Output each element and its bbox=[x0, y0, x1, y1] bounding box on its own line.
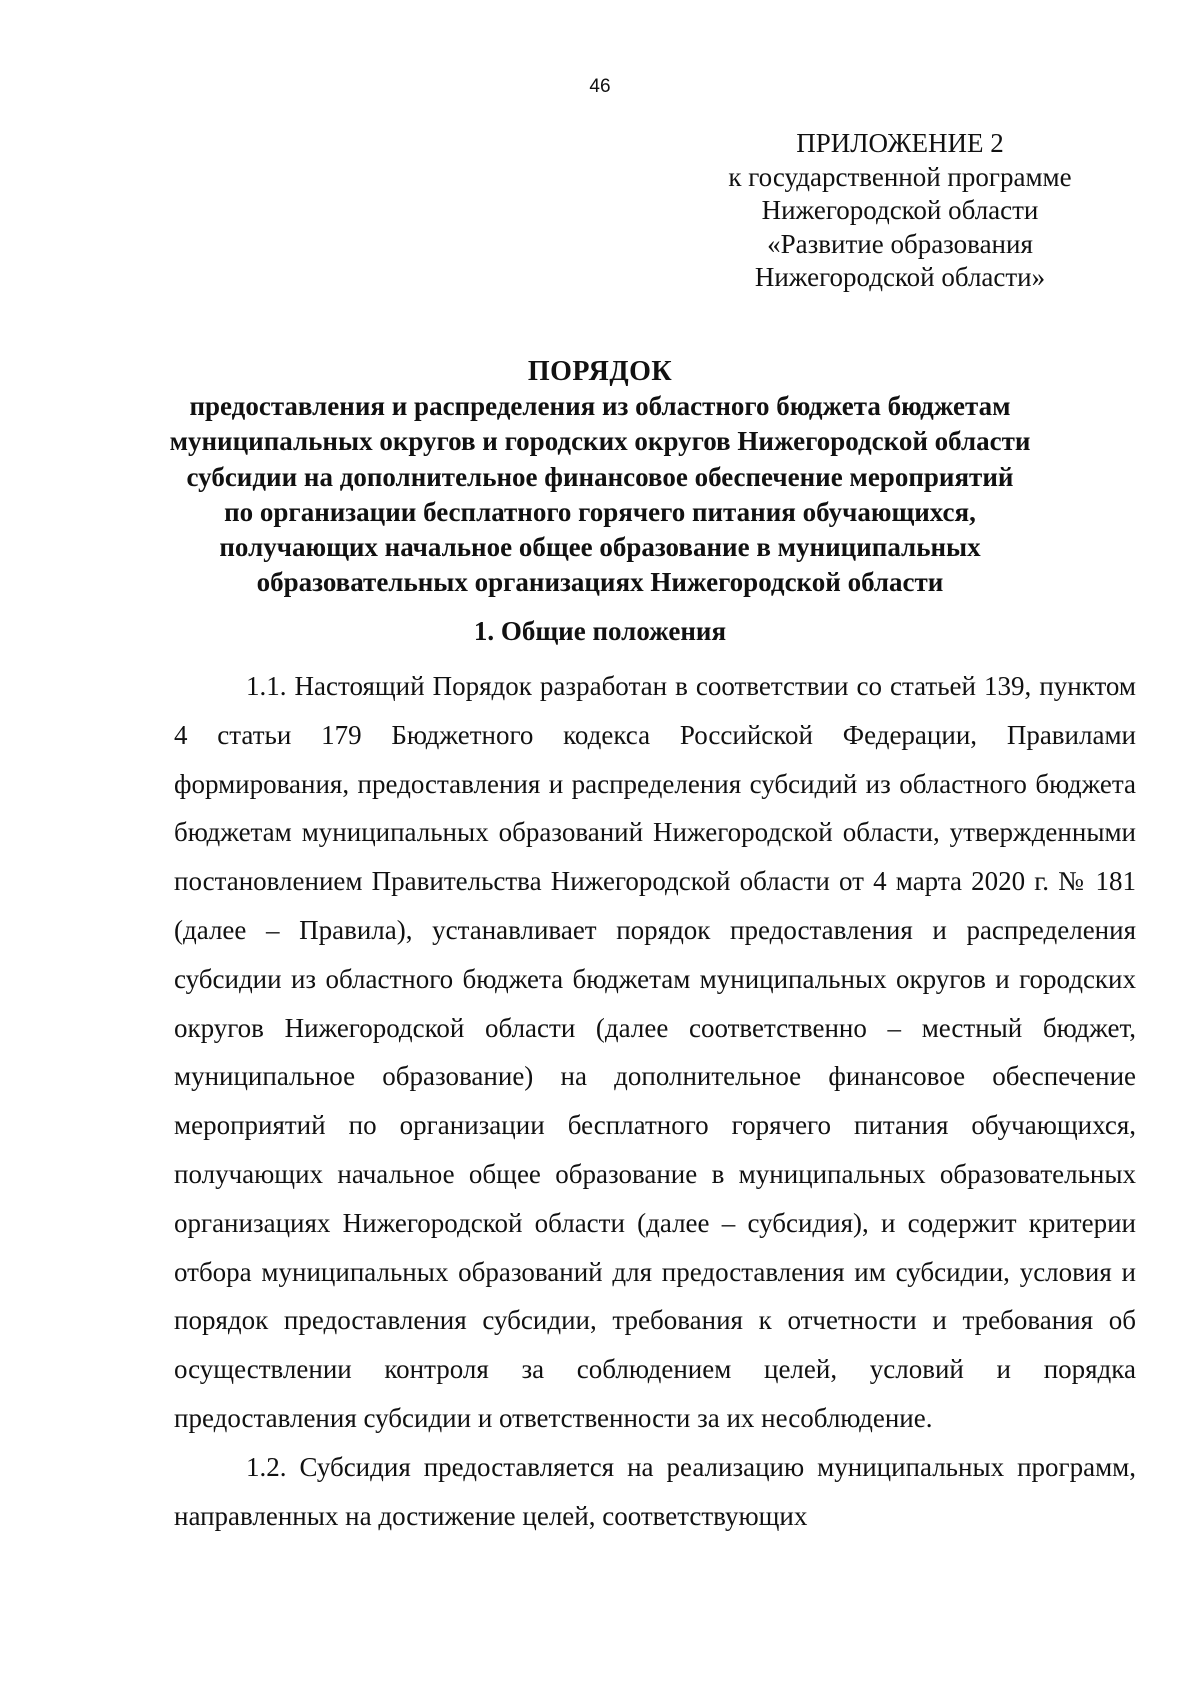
paragraph-1-2: 1.2. Субсидия предоставляется на реализацию муниципальных программ, направленных на достижение целей, соответствующих bbox=[174, 1451, 1136, 1531]
appendix-header bbox=[690, 127, 1110, 295]
title-line: по организации бесплатного горячего питания обучающихся, bbox=[224, 496, 976, 527]
section-heading: 1. Общие положения bbox=[473, 616, 727, 646]
appendix-line: Нижегородской области» bbox=[754, 262, 1046, 292]
title-line: образовательных организациях Нижегородской области bbox=[256, 567, 944, 598]
title-line: предоставления и распределения из областного бюджета бюджетам bbox=[189, 391, 1011, 422]
body-text bbox=[174, 662, 1136, 1540]
page-number: 46 bbox=[589, 76, 611, 97]
paragraph-1-1: 1.1. Настоящий Порядок разработан в соответствии со статьей 139, пунктом 4 статьи 179 Бюджетного кодекса Российской Федерации, Правилами формирования, предоставления и распределения субсидий из областного бюджета бюджетам муниципальных образований Нижегородской области, утвержденными постановлением Правительства Нижегородской области от 4 марта 2020 г. № 181 (далее – Правила), устанавливает порядок предоставления и распределения субсидии из областного бюджета бюджетам муниципальных округов и городских округов Нижегородской области (далее соответственно – местный бюджет, муниципальное образование) на дополнительное финансовое обеспечение мероприятий по организации бесплатного горячего питания обучающихся, получающих начальное общее образование в муниципальных образовательных организациях Нижегородской области (далее – субсидия), и содержит критерии отбора муниципальных образований для предоставления им субсидии, условия и порядок предоставления субсидии, требования к отчетности и требования об осуществлении контроля за соблюдением целей, условий и порядка предоставления субсидии и ответственности за их несоблюдение. bbox=[174, 671, 1136, 1433]
document-title: ПОРЯДОК bbox=[527, 356, 673, 387]
title-line: субсидии на дополнительное финансовое обеспечение мероприятий bbox=[186, 461, 1014, 492]
appendix-line: к государственной программе bbox=[728, 161, 1072, 192]
appendix-line: Нижегородской области bbox=[761, 195, 1039, 225]
title-line: получающих начальное общее образование в муниципальных bbox=[219, 532, 981, 563]
appendix-title: ПРИЛОЖЕНИЕ 2 bbox=[796, 128, 1004, 158]
appendix-line: «Развитие образования bbox=[767, 228, 1033, 259]
document-title-block bbox=[0, 354, 1200, 600]
title-line: муниципальных округов и городских округов Нижегородской области bbox=[169, 426, 1031, 457]
